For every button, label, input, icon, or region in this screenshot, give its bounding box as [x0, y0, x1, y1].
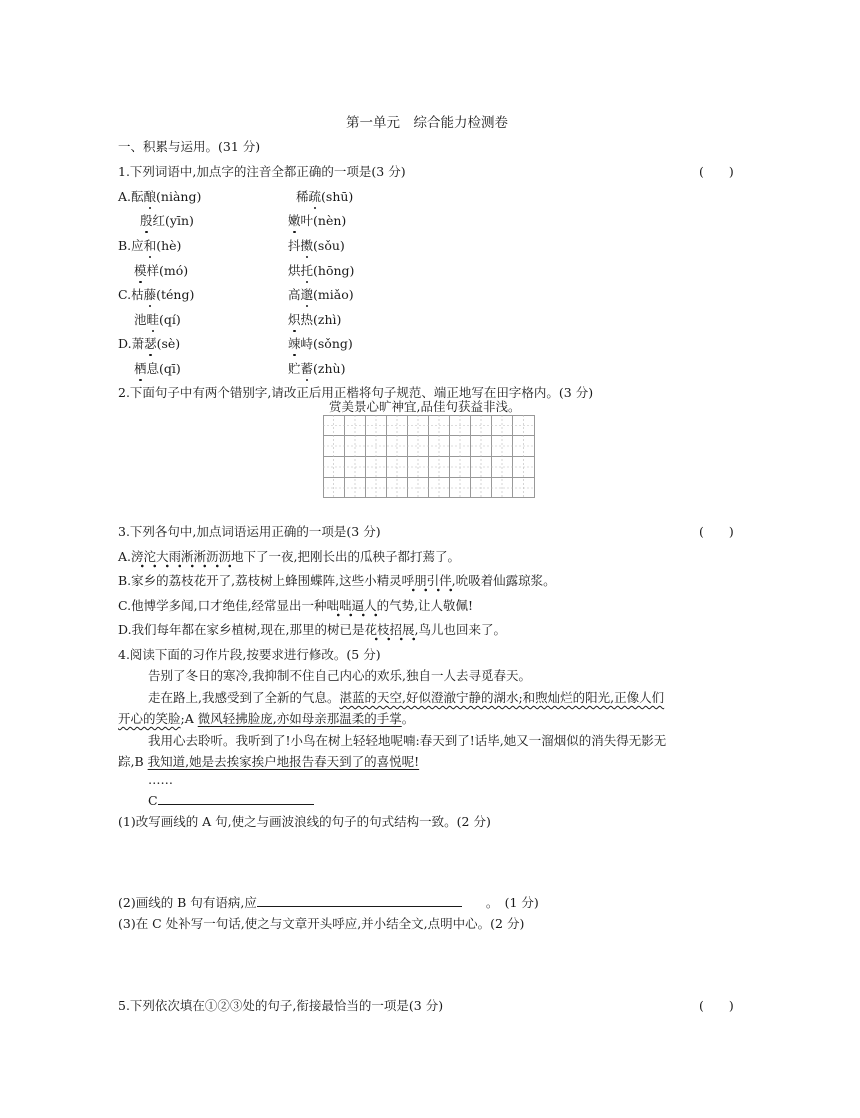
underlined-sentence-a: 微风轻拂脸庞,亦如母亲那温柔的手掌: [197, 711, 402, 726]
option-d-word-2: 竦峙(sǒng): [288, 336, 353, 351]
underlined-sentence-b: 我知道,她是去挨家挨户地报告春天到了的喜悦呢!: [147, 754, 420, 769]
sub-question-2: (2)画线的 B 句有语病,应 。 (1 分): [118, 895, 539, 910]
option-a-word-3: 殷红(yīn): [140, 213, 194, 228]
wavy-underlined-sentence: 湛蓝的天空,好似澄澈宁静的湖水;和煦灿烂的阳光,正像人们: [339, 690, 665, 705]
option-c-word-2: 高邈(miǎo): [288, 287, 354, 302]
option-c-word-3: 池畦(qí): [134, 312, 181, 327]
option-3c: C.他博学多闻,口才绝佳,经常显出一种咄咄逼人的气势,让人敬佩!: [118, 598, 473, 614]
question-5-stem: 5.下列依次填在①②③处的句子,衔接最恰当的一项是(3 分): [118, 998, 444, 1013]
option-3d: D.我们每年都在家乡植树,现在,那里的树已是花枝招展,鸟儿也回来了。: [118, 622, 506, 638]
question-2-stem: 2.下面句子中有两个错别字,请改正后用正楷将句子规范、端正地写在田字格内。(3 分): [118, 385, 594, 400]
dotted-phrase: 咄咄逼人: [327, 598, 377, 617]
option-d-word-1: D.萧瑟(sè): [118, 336, 181, 351]
option-c-word-1: C.枯藤(téng): [118, 287, 195, 302]
option-d-word-4: 贮蓄(zhù): [288, 361, 346, 376]
ellipsis: ……: [148, 772, 173, 787]
option-b-word-2: 抖擞(sǒu): [288, 238, 345, 253]
question-1-stem: 1.下列词语中,加点字的注音全都正确的一项是(3 分): [118, 164, 406, 179]
option-b-word-1: B.应和(hè): [118, 238, 182, 253]
sub-question-3: (3)在 C 处补写一句话,使之与文章开头呼应,并小结全文,点明中心。(2 分): [118, 916, 525, 931]
option-a-word-2: 稀疏(shū): [296, 189, 354, 204]
answer-paren-1: ( ): [699, 164, 734, 179]
question-3-stem: 3.下列各句中,加点词语运用正确的一项是(3 分): [118, 524, 381, 539]
option-d-word-3: 栖息(qī): [134, 361, 181, 376]
page-title: 第一单元 综合能力检测卷: [346, 115, 508, 131]
tian-grid[interactable]: [323, 415, 535, 498]
option-b-word-3: 模样(mó): [134, 263, 189, 278]
sub-question-1: (1)改写画线的 A 句,使之与画波浪线的句子的句式结构一致。(2 分): [118, 814, 491, 829]
answer-paren-3: ( ): [699, 524, 734, 539]
dotted-phrase: 花枝招展: [365, 622, 415, 641]
answer-blank[interactable]: [257, 894, 462, 907]
option-3a: A.滂沱大雨淅淅沥沥地下了一夜,把刚长出的瓜秧子都打蔫了。: [118, 549, 460, 565]
option-b-word-4: 烘托(hōng): [288, 263, 355, 278]
passage-paragraph-3-line-2: 踪,B 我知道,她是去挨家挨户地报告春天到了的喜悦呢!: [118, 754, 420, 769]
blank-c[interactable]: C: [148, 792, 314, 809]
passage-paragraph-3-line-1: 我用心去聆听。我听到了!小鸟在树上轻轻地呢喃:春天到了!话毕,她又一溜烟似的消失得无影无: [148, 733, 667, 748]
section-heading: 一、积累与运用。(31 分): [118, 139, 261, 154]
dotted-phrase: 滂沱大雨淅淅沥沥: [131, 549, 231, 568]
passage-paragraph-1: 告别了冬日的寒冷,我抑制不住自己内心的欢乐,独自一人去寻觅春天。: [148, 668, 531, 683]
option-a-word-4: 嫩叶(nèn): [288, 213, 347, 228]
dotted-phrase: 呼朋引伴: [402, 573, 452, 592]
passage-paragraph-2-line-2: 开心的笑脸;A 微风轻拂脸庞,亦如母亲那温柔的手掌。: [118, 711, 415, 726]
option-a-word-1: A.酝酿(niàng): [118, 189, 202, 204]
question-2-sentence: 赏美景心旷神宜,品佳句获益非浅。: [329, 399, 521, 414]
option-3b: B.家乡的荔枝花开了,荔枝树上蜂围蝶阵,这些小精灵呼朋引伴,吮吸着仙露琼浆。: [118, 573, 556, 589]
answer-paren-5: ( ): [699, 998, 734, 1013]
passage-paragraph-2-line-1: 走在路上,我感受到了全新的气息。湛蓝的天空,好似澄澈宁静的湖水;和煦灿烂的阳光,正像人们: [148, 690, 665, 705]
question-4-stem: 4.阅读下面的习作片段,按要求进行修改。(5 分): [118, 647, 381, 662]
option-c-word-4: 炽热(zhì): [288, 312, 342, 327]
